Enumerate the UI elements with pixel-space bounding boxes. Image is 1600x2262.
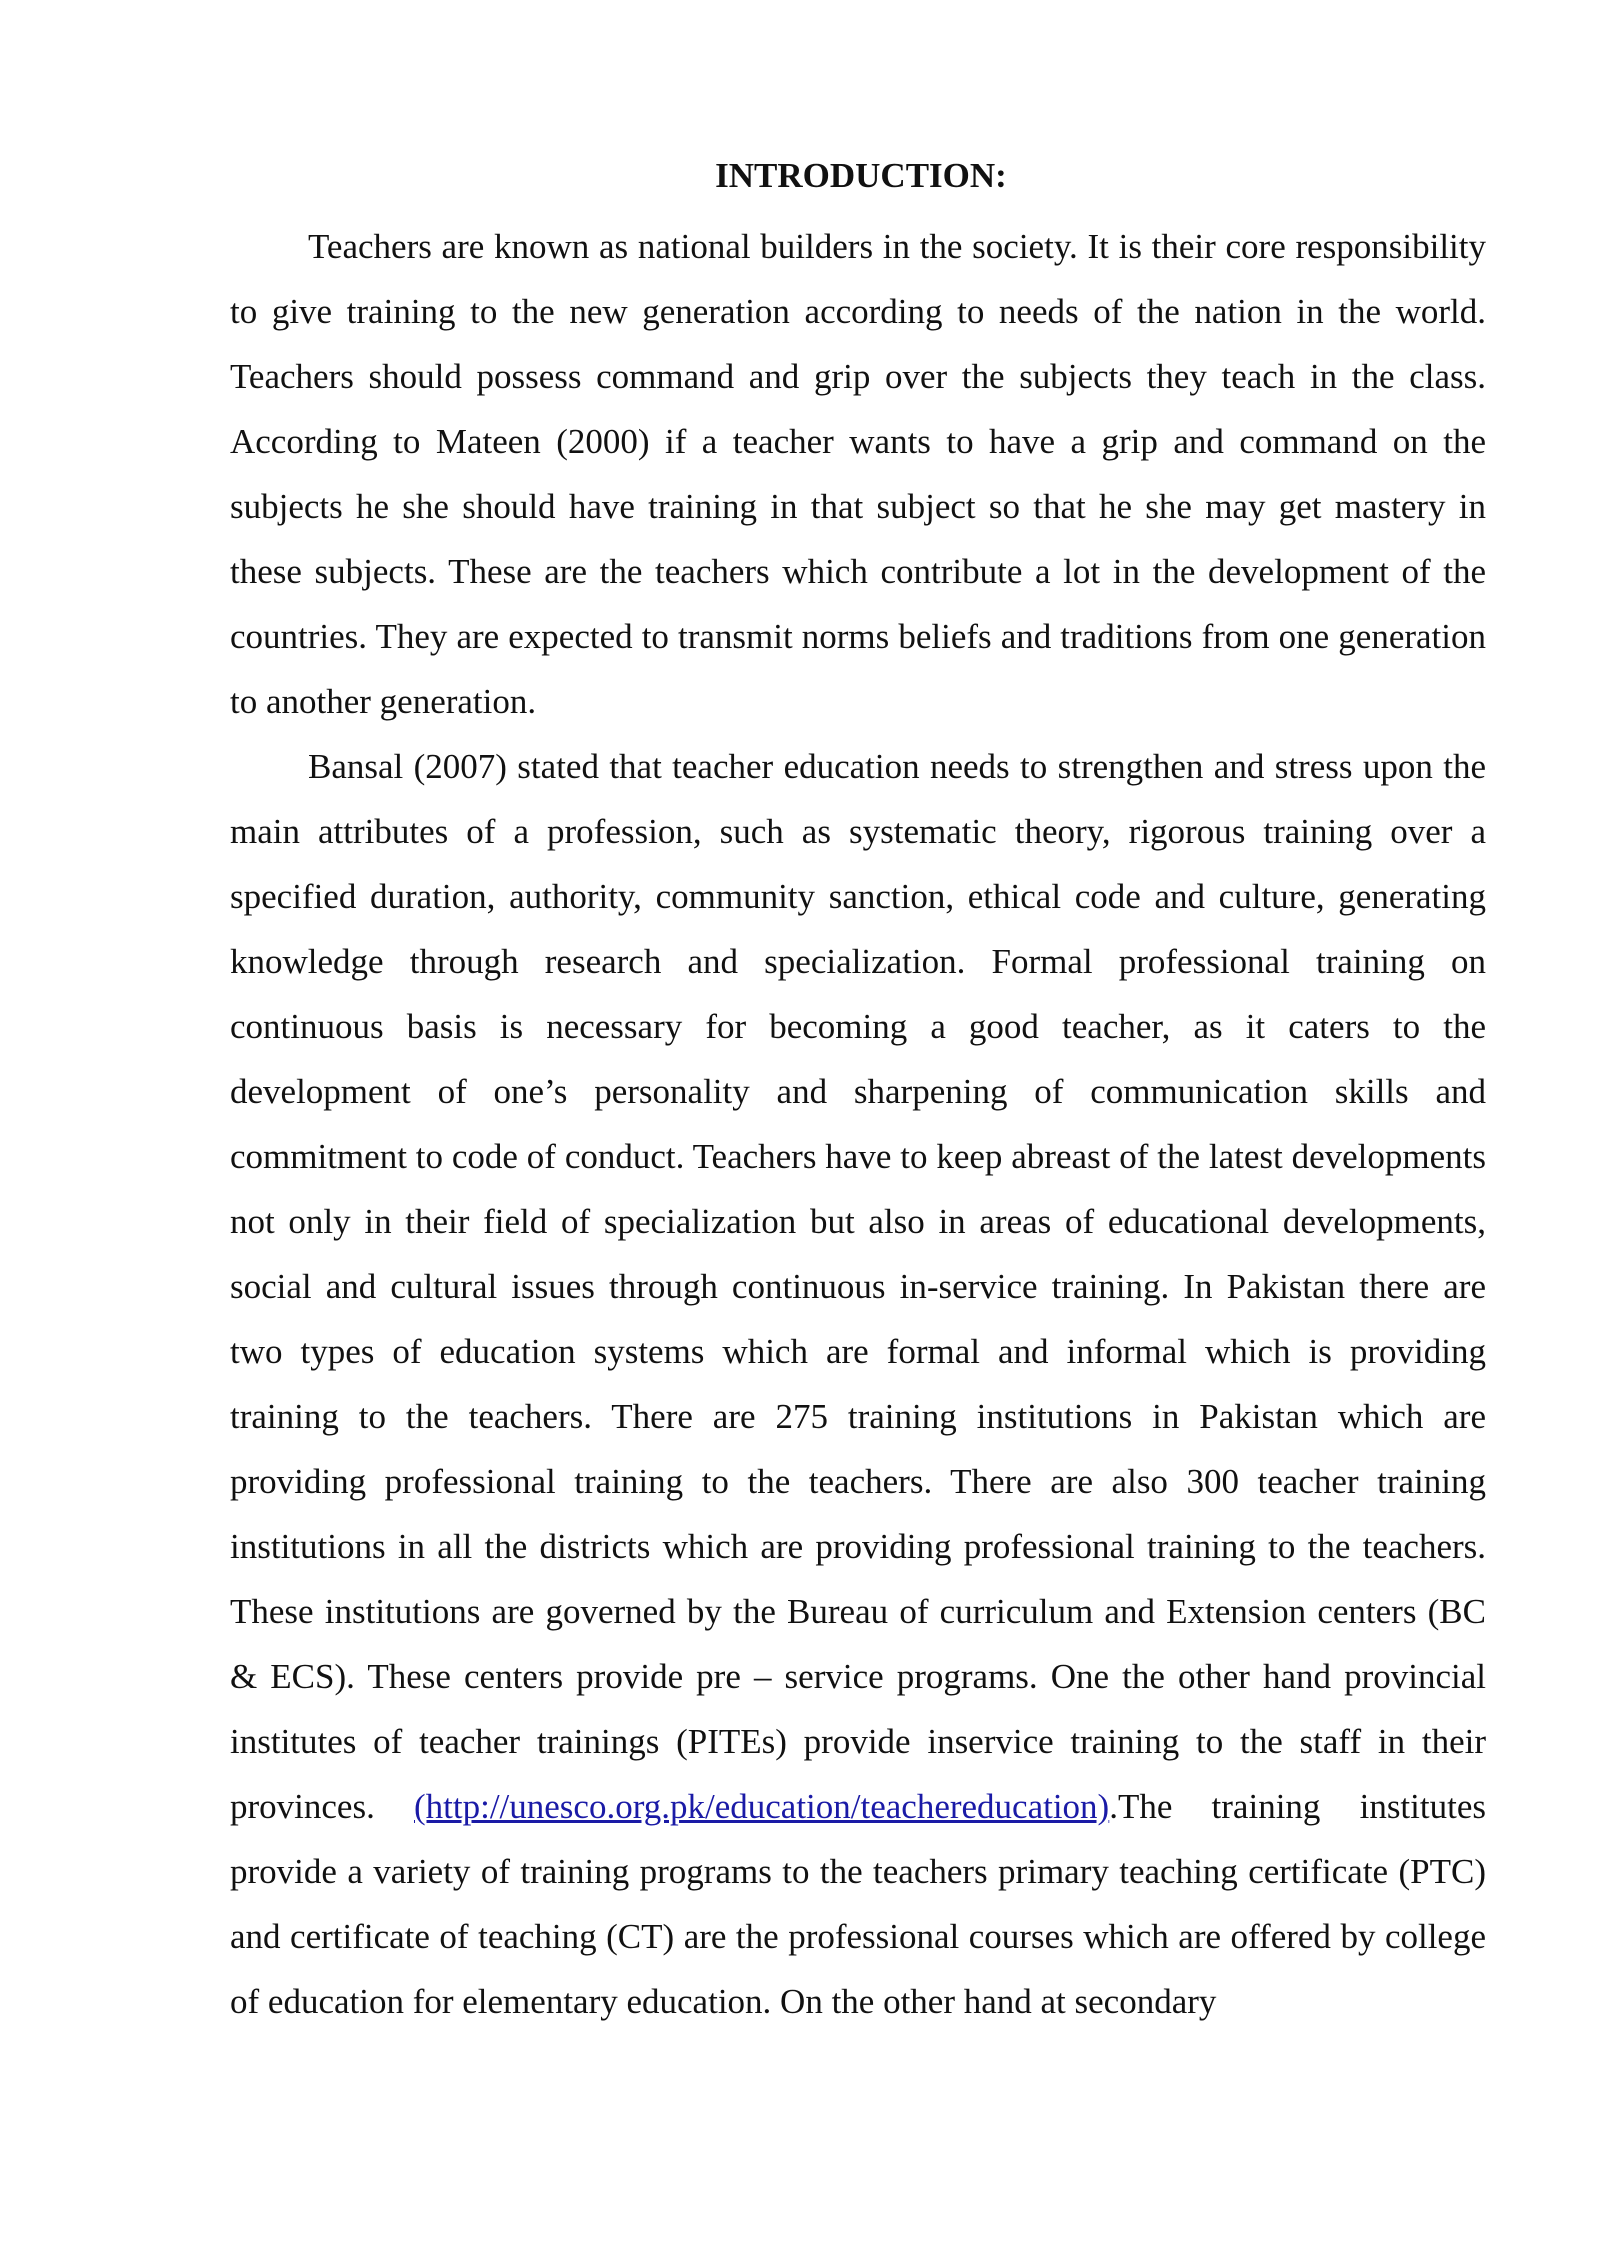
paragraph-2	[230, 734, 1486, 2034]
paragraph-1: Teachers are known as national builders in the society. It is their core responsibility to give training to the new generation according to needs of the nation in the world. Teachers should possess command and grip over the subjects they teach in the class. According to Mateen (2000) if a teacher wants to have a grip and command on the subjects he she should have training in that subject so that he she may get mastery in these subjects. These are the teachers which contribute a lot in the development of the countries. They are expected to transmit norms beliefs and traditions from one generation to another generation.	[230, 227, 1486, 721]
document-body	[230, 150, 1486, 2034]
section-heading: INTRODUCTION:	[715, 156, 1007, 195]
paragraph-2-text-after-link: .The training institutes provide a variety of training programs to the teachers primary teaching certificate (PTC) and certificate of teaching (CT) are the professional courses which are offered by college of education for elementary education. On the other hand at secondary	[230, 1787, 1486, 2021]
paragraph-2-text-before-link: Bansal (2007) stated that teacher education needs to strengthen and stress upon the main attributes of a profession, such as systematic theory, rigorous training over a specified duration, authority, community sanction, ethical code and culture, generating knowledge through research and specialization. Formal professional training on continuous basis is necessary for becoming a good teacher, as it caters to the development of one’s personality and sharpening of communication skills and commitment to code of conduct. Teachers have to keep abreast of the latest developments not only in their field of specialization but also in areas of educational developments, social and cultural issues through continuous in-service training. In Pakistan there are two types of education systems which are formal and informal which is providing training to the teachers. There are 275 training institutions in Pakistan which are providing professional training to the teachers. There are also 300 teacher training institutions in all the districts which are providing professional training to the teachers. These institutions are governed by the Bureau of curriculum and Extension centers (BC & ECS). These centers provide pre – service programs. One the other hand provincial institutes of teacher trainings (PITEs) provide inservice training to the staff in their provinces.	[230, 747, 1486, 1826]
unesco-link[interactable]: (http://unesco.org.pk/education/teachereducation)	[414, 1787, 1110, 1826]
